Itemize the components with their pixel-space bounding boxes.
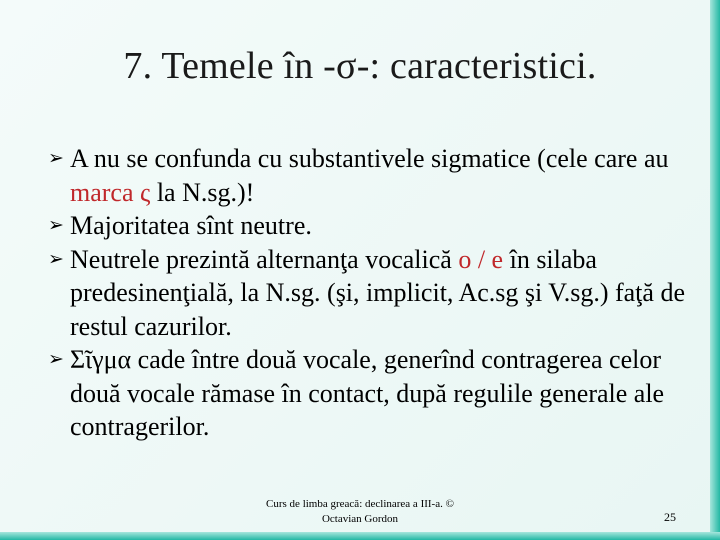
arrow-bullet-icon: ➢ (48, 247, 64, 270)
bullet-text: Majoritatea sînt neutre. (70, 211, 312, 240)
footer-line-1: Curs de limba greacă: declinarea a III-a. © (266, 498, 454, 510)
bullet-item-2 (48, 209, 688, 243)
bullet-item-3 (48, 243, 688, 344)
bullet-item-1 (48, 142, 688, 209)
slide-edge-right (710, 0, 720, 540)
slide-edge-bottom (0, 532, 720, 540)
arrow-bullet-icon: ➢ (48, 348, 64, 370)
bullet-list (48, 142, 688, 444)
footer-credit (240, 497, 480, 527)
arrow-bullet-icon: ➢ (48, 214, 64, 236)
page-number: 25 (664, 510, 676, 524)
bullet-text: A nu se confunda cu substantivele sigmatice (cele care au (70, 144, 669, 173)
highlighted-text: marca ς (70, 177, 151, 207)
arrow-bullet-icon: ➢ (48, 147, 64, 169)
bullet-item-4 (48, 343, 688, 444)
bullet-text: Σῖγμα cade între două vocale, generînd contragerea celor două vocale rămase în contact, după regulile generale ale contragerilor. (70, 345, 665, 441)
bullet-text: în silaba predesinenţială, la N.sg. (şi, implicit, Ac.sg şi V.sg.) faţă de restul cazurilor. (70, 244, 685, 341)
highlighted-text: o / e (458, 244, 504, 274)
slide-title: 7. Temele în -σ-: caracteristici. (123, 45, 597, 87)
footer-line-2: Octavian Gordon (321, 513, 399, 525)
bullet-text: Neutrele prezintă alternanţa vocalică (70, 244, 459, 274)
bullet-text: la N.sg.)! (150, 177, 255, 207)
